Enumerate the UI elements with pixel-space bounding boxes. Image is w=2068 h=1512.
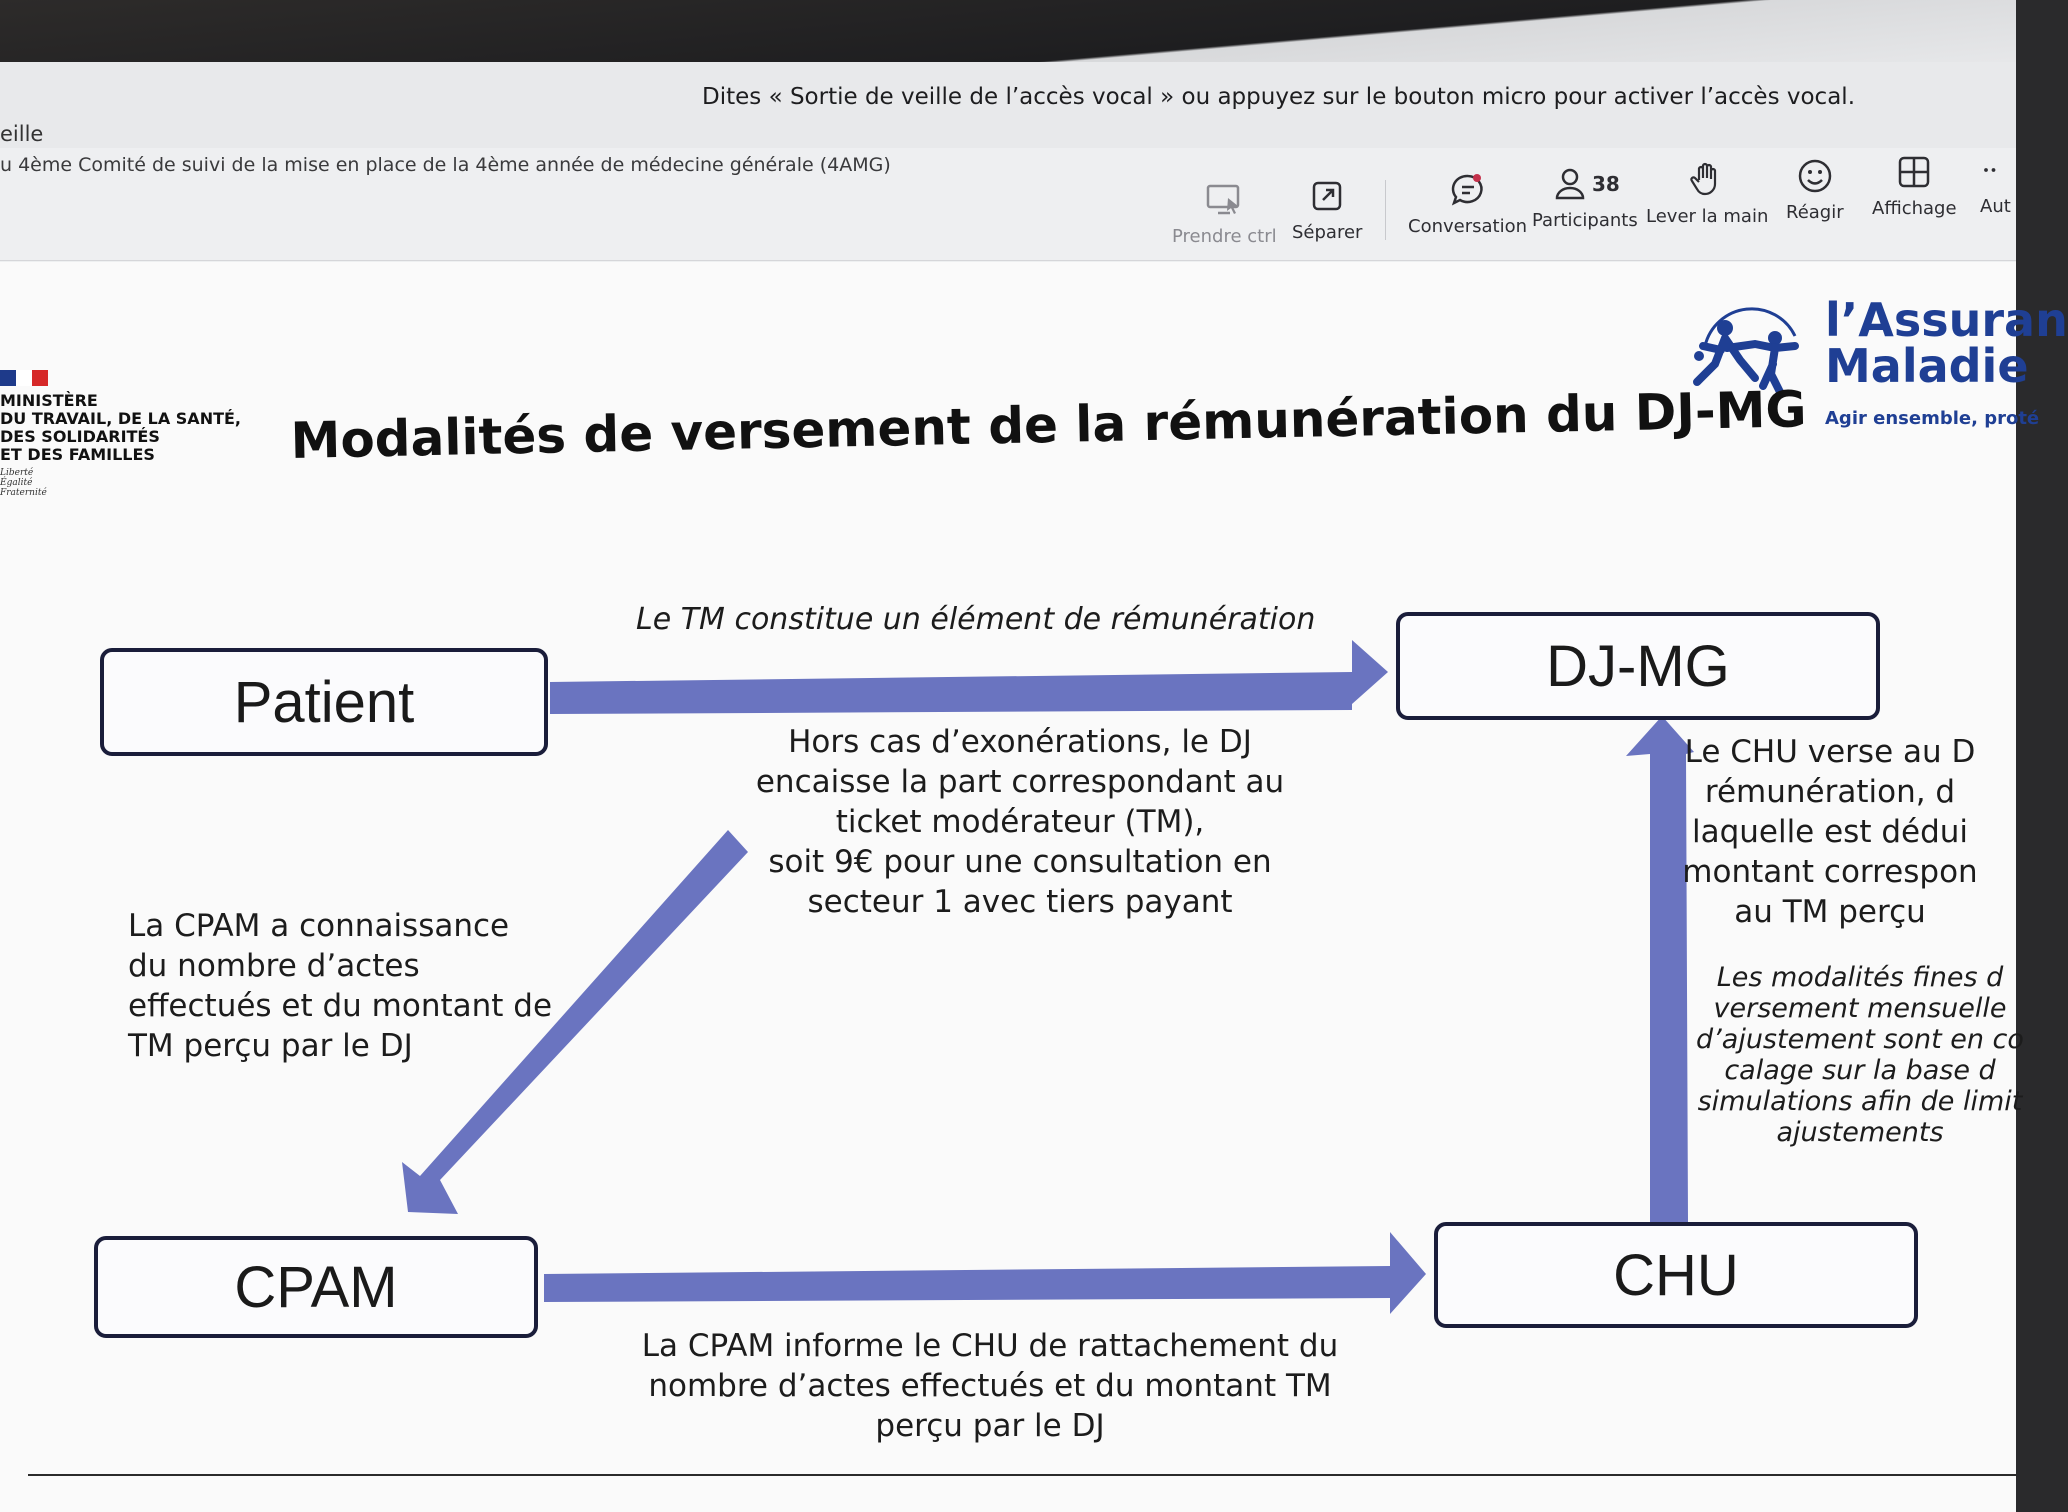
note-line: laquelle est dédui (1691, 814, 1969, 850)
note-center (740, 722, 1300, 922)
node-djmg: DJ-MG (1396, 612, 1880, 720)
participants-button[interactable] (1532, 164, 1638, 231)
note-line: encaisse la part correspondant au (755, 764, 1285, 800)
arrow-cpam-to-chu (544, 1232, 1426, 1314)
note-chu-modalities (1660, 962, 2060, 1148)
people-icon (1550, 164, 1590, 204)
shared-slide (0, 262, 2068, 1512)
note-line: montant correspon (1682, 854, 1978, 890)
note-patient-to-dj: Le TM constitue un élément de rémunération (636, 602, 1316, 637)
arrow-patient-to-djmg (550, 640, 1388, 714)
note-line: ajustements (1776, 1117, 1944, 1148)
ministry-line: DU TRAVAIL, DE LA SANTÉ, (0, 409, 241, 428)
raise-hand-button[interactable] (1646, 160, 1768, 227)
note-line: au TM perçu (1734, 894, 1926, 930)
motto-line: Fraternité (0, 488, 47, 498)
voice-access-notification (0, 62, 2016, 149)
popout-button[interactable] (1292, 176, 1362, 243)
note-line: effectués et du montant de (128, 988, 553, 1024)
note-line: Hors cas d’exonérations, le DJ (788, 724, 1252, 760)
note-line: nombre d’actes effectués et du montant TM (648, 1368, 1332, 1404)
note-chu-pays (1620, 732, 2040, 932)
ministry-line: MINISTÈRE (0, 391, 98, 410)
am-tagline: Agir ensemble, proté (1825, 408, 2040, 429)
chat-label: Conversation (1408, 216, 1528, 237)
motto-line: Liberté (0, 468, 34, 478)
wake-label: eille (0, 122, 44, 146)
react-label: Réagir (1786, 202, 1844, 223)
note-line: TM perçu par le DJ (128, 1028, 413, 1064)
screen-control-icon (1204, 180, 1244, 220)
note-line: versement mensuelle (1713, 993, 2007, 1024)
motto-line: Égalité (0, 478, 33, 488)
raise-hand-icon (1687, 160, 1727, 200)
note-line: perçu par le DJ (875, 1408, 1105, 1444)
slide-title: Modalités de versement de la rémunération du DJ-MG (290, 380, 1808, 470)
chat-button[interactable] (1408, 170, 1527, 237)
note-line: simulations afin de limit (1697, 1086, 2023, 1117)
note-line: La CPAM a connaissance (128, 908, 510, 944)
more-icon (1980, 150, 2010, 190)
chat-icon (1448, 170, 1488, 210)
note-line: secteur 1 avec tiers payant (807, 884, 1233, 920)
popout-icon (1307, 176, 1347, 216)
am-name-line1: l’Assuran (1825, 293, 2068, 347)
note-line: ticket modérateur (TM), (835, 804, 1205, 840)
more-button[interactable] (1980, 150, 2011, 217)
note-line: soit 9€ pour une consultation en (768, 844, 1272, 880)
node-patient: Patient (100, 648, 548, 756)
ministry-line: DES SOLIDARITÉS (0, 427, 160, 446)
note-cpam-knowledge (128, 906, 588, 1066)
react-button[interactable] (1786, 156, 1844, 223)
participants-label: Participants (1532, 210, 1638, 231)
note-line: La CPAM informe le CHU de rattachement du (641, 1328, 1339, 1364)
toolbar-divider (1385, 180, 1386, 240)
ministry-line: ET DES FAMILLES (0, 445, 155, 464)
note-line: Le CHU verse au D (1684, 734, 1976, 770)
grid-view-icon (1894, 152, 1934, 192)
note-line: calage sur la base d (1724, 1055, 1996, 1086)
note-line: rémunération, d (1704, 774, 1956, 810)
note-line: du nombre d’actes (128, 948, 420, 984)
more-label: Aut (1980, 196, 2011, 217)
smiley-icon (1795, 156, 1835, 196)
node-chu: CHU (1434, 1222, 1918, 1328)
view-button[interactable] (1872, 152, 1957, 219)
node-cpam: CPAM (94, 1236, 538, 1338)
am-name-line2: Maladie (1825, 339, 2029, 393)
slide-bottom-rule (28, 1474, 2016, 1476)
participant-count: 38 (1591, 172, 1620, 196)
meeting-title: u 4ème Comité de suivi de la mise en place de la 4ème année de médecine générale (4AMG) (0, 154, 891, 176)
view-label: Affichage (1872, 198, 1957, 219)
note-line: d’ajustement sont en co (1696, 1024, 2024, 1055)
popout-label: Séparer (1292, 222, 1363, 243)
voice-access-message: Dites « Sortie de veille de l’accès vocal » ou appuyez sur le bouton micro pour activer l’accès vocal. (702, 84, 1855, 110)
raise-hand-label: Lever la main (1646, 206, 1769, 227)
take-control-label: Prendre ctrl (1172, 226, 1277, 247)
note-line: Les modalités fines d (1716, 962, 2004, 993)
take-control-button[interactable] (1172, 180, 1277, 247)
note-cpam-informs-chu (600, 1326, 1380, 1446)
meeting-toolbar (0, 148, 2016, 261)
